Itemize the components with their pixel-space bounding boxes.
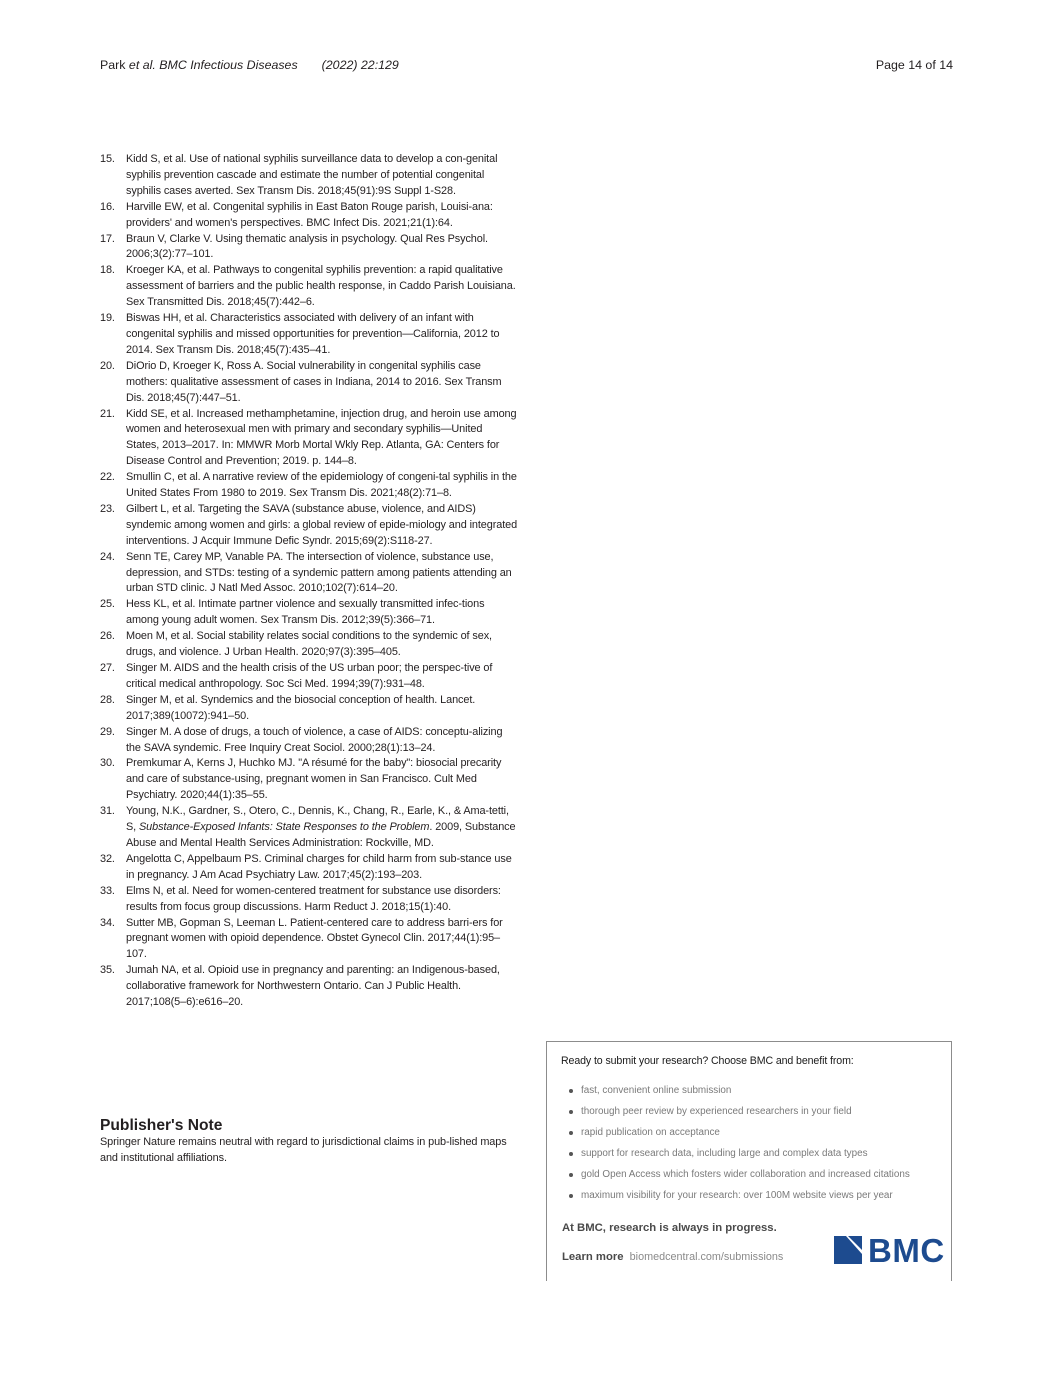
reference-text: Gilbert L, et al. Targeting the SAVA (substance abuse, violence, and AIDS) syndemic among women and girls: a global review of epide-miology and integrated interventions. J Acquir Immune Defic Syndr. 2015;69(2):S118-27. — [126, 502, 518, 547]
bmc-ad-heading: Ready to submit your research? Choose BMC and benefit from: — [561, 1055, 854, 1067]
bmc-tagline: At BMC, research is always in progress. — [562, 1222, 777, 1234]
bmc-benefits-list — [567, 1084, 910, 1210]
reference-item — [100, 629, 518, 661]
bmc-logo — [834, 1232, 945, 1269]
page-number: Page 14 of 14 — [875, 58, 953, 72]
reference-number: 20. — [100, 359, 115, 372]
reference-item — [100, 311, 518, 359]
reference-item — [100, 756, 518, 804]
bmc-benefit-item — [567, 1126, 910, 1147]
reference-item — [100, 725, 518, 757]
bullet-icon — [569, 1152, 573, 1156]
reference-text: Braun V, Clarke V. Using thematic analysis in psychology. Qual Res Psychol. 2006;3(2):77–101. — [126, 232, 488, 261]
reference-number: 17. — [100, 232, 115, 245]
reference-text: Sutter MB, Gopman S, Leeman L. Patient-centered care to address barri-ers for pregnant women with opioid dependence. Obstet Gynecol Clin. 2017;44(1):95–107. — [126, 916, 503, 961]
citation-year: (2022) 22:129 — [321, 58, 399, 72]
bmc-benefit-item — [567, 1084, 910, 1105]
reference-text: Angelotta C, Appelbaum PS. Criminal charges for child harm from sub-stance use in pregnancy. J Am Acad Psychiatry Law. 2017;45(2):193–203. — [126, 852, 512, 881]
reference-text: Singer M. AIDS and the health crisis of the US urban poor; the perspec-tive of critical medical anthropology. Soc Sci Med. 1994;39(7):931–48. — [126, 662, 493, 690]
reference-text: Biswas HH, et al. Characteristics associated with delivery of an infant with congenital syphilis and missed opportunities for prevention—California, 2012 to 2014. Sex Transm Dis. 2018;45(7):435–41. — [126, 312, 500, 356]
reference-number: 28. — [100, 693, 115, 706]
reference-text: Kroeger KA, et al. Pathways to congenital syphilis prevention: a rapid qualitative assessment of barriers and the public health response, in Caddo Parish Louisiana. Sex Transmitted Dis. 2018;45(7):442–6. — [126, 264, 516, 309]
bmc-benefit-text: rapid publication on acceptance — [581, 1127, 720, 1138]
reference-number: 31. — [100, 805, 115, 818]
reference-number: 22. — [100, 471, 115, 484]
bmc-benefit-text: maximum visibility for your research: over 100M website views per year — [581, 1190, 893, 1201]
reference-text: Elms N, et al. Need for women-centered treatment for substance use disorders: results from focus group discussions. Harm Reduct J. 2018;15(1):40. — [126, 884, 501, 913]
header-citation — [100, 56, 399, 74]
reference-text: DiOrio D, Kroeger K, Ross A. Social vulnerability in congenital syphilis case mothers: qualitative assessment of cases in Indiana, 2014 to 2016. Sex Transm Dis. 2018;45(7):447–51. — [126, 359, 502, 404]
reference-text: Hess KL, et al. Intimate partner violence and sexually transmitted infec-tions among young adult women. Sex Transm Dis. 2012;39(5):366–71. — [126, 598, 485, 627]
reference-title-italic: Substance-Exposed Infants: State Responses to the Problem — [139, 821, 430, 834]
reference-list — [100, 152, 518, 1011]
reference-item — [100, 232, 518, 264]
reference-item — [100, 661, 518, 693]
reference-text: Smullin C, et al. A narrative review of the epidemiology of congeni-tal syphilis in the United States From 1980 to 2019. Sex Transm Dis. 2021;48(2):71–8. — [126, 471, 517, 500]
citation-journal: et al. BMC Infectious Diseases — [128, 58, 298, 72]
reference-text: Kidd S, et al. Use of national syphilis surveillance data to develop a con-genital syphilis prevention cascade and estimate the number of potential congenital syphilis cases averted. Sex Transm Dis. 2018;45(91):9S Suppl 1-S28. — [126, 153, 498, 197]
bmc-benefit-item — [567, 1105, 910, 1126]
bmc-benefit-text: thorough peer review by experienced researchers in your field — [581, 1106, 852, 1117]
running-header — [100, 56, 953, 74]
reference-number: 16. — [100, 200, 115, 213]
bmc-logo-text: BMC — [868, 1232, 945, 1269]
reference-text: Kidd SE, et al. Increased methamphetamine, injection drug, and heroin use among women and heterosexual men with primary and secondary syphilis—United States, 2013–2017. In: MMWR Morb Mortal Wkly Rep. Atlanta, GA: Centers for Disease Control and Prevention; 2019. p. 144–8. — [126, 407, 517, 468]
reference-number: 18. — [100, 264, 115, 277]
bmc-benefit-text: fast, convenient online submission — [581, 1085, 732, 1096]
reference-text: Singer M, et al. Syndemics and the biosocial conception of health. Lancet. 2017;389(10072):941–50. — [126, 693, 476, 722]
reference-item — [100, 550, 518, 598]
bmc-benefit-text: support for research data, including large and complex data types — [581, 1148, 868, 1159]
bullet-icon — [569, 1131, 573, 1135]
reference-number: 15. — [100, 153, 115, 165]
reference-text: Moen M, et al. Social stability relates social conditions to the syndemic of sex, drugs, and violence. J Urban Health. 2020;97(3):395–405. — [126, 630, 492, 659]
publishers-note-body: Springer Nature remains neutral with regard to jurisdictional claims in pub-lished maps and institutional affiliations. — [100, 1136, 507, 1164]
bmc-submission-ad — [546, 1041, 952, 1281]
reference-item — [100, 693, 518, 725]
reference-item — [100, 200, 518, 232]
reference-number: 27. — [100, 662, 115, 674]
reference-number: 26. — [100, 630, 115, 643]
learn-more-label: Learn more — [562, 1251, 624, 1263]
bmc-benefit-item — [567, 1168, 910, 1189]
reference-item — [100, 963, 518, 1011]
reference-item — [100, 359, 518, 407]
reference-text-part: Young, N.K., Gardner, S., Otero, C., Dennis, K., Chang, R., Earle, K., & Ama-tetti, S, — [126, 805, 509, 834]
reference-text: Jumah NA, et al. Opioid use in pregnancy and parenting: an Indigenous-based, collaborative framework for Northwestern Ontario. Can J Public Health. 2017;108(5–6):e616–20. — [126, 964, 500, 1009]
reference-text: Singer M. A dose of drugs, a touch of violence, a case of AIDS: conceptu-alizing the SAVA syndemic. Free Inquiry Creat Sociol. 2000;28(1):13–24. — [126, 725, 503, 754]
publishers-note — [100, 1116, 518, 1167]
bmc-logo-icon — [834, 1236, 864, 1266]
bullet-icon — [569, 1173, 573, 1177]
reference-item — [100, 804, 518, 852]
reference-number: 21. — [100, 407, 115, 420]
reference-number: 19. — [100, 312, 115, 325]
reference-number: 25. — [100, 598, 115, 611]
reference-number: 23. — [100, 502, 115, 515]
bmc-benefit-item — [567, 1147, 910, 1168]
reference-text: Senn TE, Carey MP, Vanable PA. The intersection of violence, substance use, depression, and STDs: testing of a syndemic pattern among patients attending an urban STD clinic. J Natl Med Assoc. 2010;102(7):614–20. — [126, 550, 512, 595]
bullet-icon — [569, 1194, 573, 1198]
reference-item — [100, 152, 518, 200]
reference-item — [100, 263, 518, 311]
reference-item — [100, 470, 518, 502]
bmc-benefit-text: gold Open Access which fosters wider collaboration and increased citations — [581, 1169, 910, 1180]
bmc-benefit-item — [567, 1189, 910, 1210]
reference-item — [100, 852, 518, 884]
publishers-note-heading: Publisher's Note — [100, 1117, 223, 1134]
reference-number: 29. — [100, 725, 115, 738]
reference-number: 34. — [100, 916, 115, 929]
learn-more-link[interactable]: biomedcentral.com/submissions — [629, 1251, 784, 1263]
reference-item — [100, 916, 518, 964]
reference-text-part: . 2009, Substance Abuse and Mental Health Services Administration: Rockville, MD. — [126, 821, 516, 849]
reference-text — [126, 804, 518, 852]
reference-text: Harville EW, et al. Congenital syphilis in East Baton Rouge parish, Louisi-ana: providers' and women's perspectives. BMC Infect Dis. 2021;21(1):64. — [126, 200, 493, 229]
reference-number: 33. — [100, 884, 115, 897]
reference-item — [100, 597, 518, 629]
reference-item — [100, 407, 518, 471]
reference-item — [100, 502, 518, 550]
reference-number: 35. — [100, 964, 115, 977]
reference-text: Premkumar A, Kerns J, Huchko MJ. "A résumé for the baby": biosocial precarity and care of substance-using, pregnant women in San Francisco. Cult Med Psychiatry. 2020;44(1):35–55. — [126, 757, 502, 802]
bmc-learn-more[interactable] — [562, 1251, 783, 1263]
bullet-icon — [569, 1110, 573, 1114]
citation-authors: Park — [100, 58, 129, 72]
bullet-icon — [569, 1089, 573, 1093]
reference-number: 30. — [100, 757, 115, 770]
reference-number: 24. — [100, 550, 115, 563]
reference-item — [100, 884, 518, 916]
reference-number: 32. — [100, 852, 115, 865]
